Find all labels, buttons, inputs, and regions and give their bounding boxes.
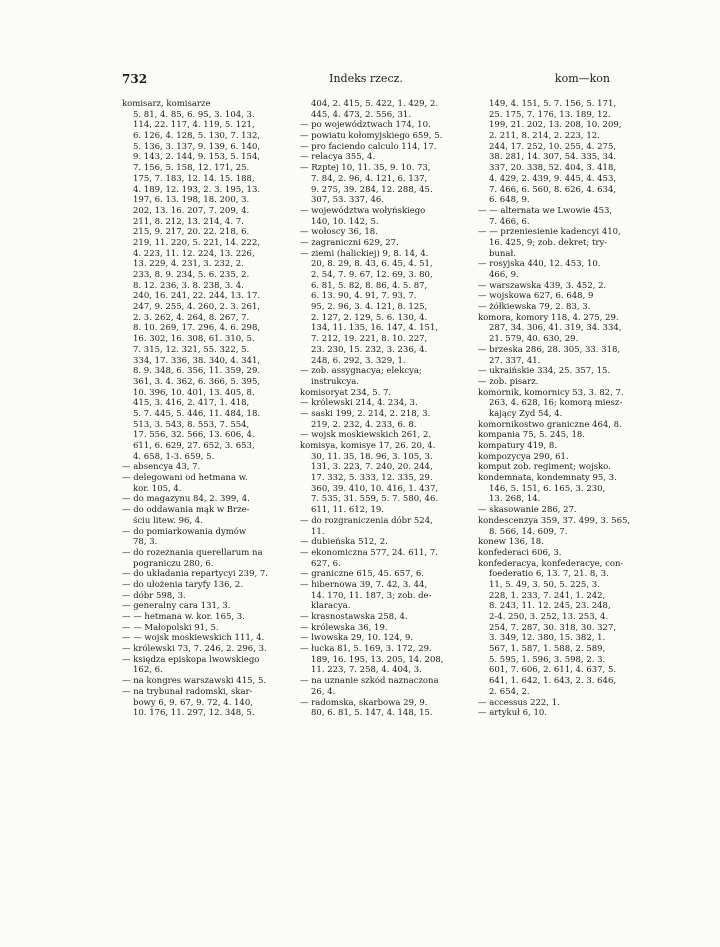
index-entry-head: komisya, komisye 17, 26. 20, 4. (300, 441, 436, 451)
index-line: — dóbr 598, 3. (122, 590, 186, 601)
index-line: 8. 10. 269, 17. 296, 4. 6. 298, (133, 323, 261, 334)
index-line: bunał. (489, 248, 516, 259)
index-line: 219, 2. 232, 4. 233, 6. 8. (311, 419, 417, 430)
index-line: 8. 243, 11. 12. 245, 23. 248, (489, 601, 611, 612)
index-line: 17. 332, 5. 333, 12. 335, 29. (311, 473, 433, 484)
index-line: 601, 7. 606, 2. 611, 4. 637, 5. (489, 665, 617, 676)
index-line: — po województwach 174, 10. (300, 120, 431, 131)
index-line: 16. 302, 16. 308, 61. 310, 5. (133, 334, 255, 345)
page-header (122, 72, 610, 88)
index-line: 134, 11. 135, 16. 147, 4. 151, (311, 323, 439, 334)
index-line: — saski 199, 2. 214, 2. 218, 3. (300, 408, 431, 419)
index-line: 114, 22. 117, 4. 119, 5. 121, (133, 120, 255, 131)
index-line: — — wojsk moskiewskich 111, 4. (122, 633, 265, 644)
index-line: 21. 579, 40. 630, 29. (489, 334, 579, 345)
index-line: 2. 54, 7. 9. 67, 12. 69, 3. 80, (311, 270, 433, 280)
index-line: 199, 21. 202, 13. 208, 10. 209, (489, 120, 622, 131)
page-title: Indeks rzecz. (329, 72, 403, 85)
index-line: 9. 275, 39. 284, 12. 288, 45. (311, 184, 433, 195)
index-line: — na uznanie szkód naznaczona (300, 676, 439, 687)
index-line: 445, 4. 473, 2. 556, 31. (311, 109, 412, 120)
index-line: — pro faciendo calculo 114, 17. (300, 141, 437, 152)
index-line: 4. 223, 11. 12. 224, 13. 226, (133, 248, 255, 259)
index-line: 7. 156, 5. 158, 12. 171, 25. (133, 163, 250, 174)
index-entry-head: komornikostwo graniczne 464, 8. (478, 419, 622, 430)
index-line: bowy 6, 9. 67, 9. 72, 4. 140, (133, 697, 253, 708)
index-line: 149, 4. 151, 5. 7. 156, 5. 171, (489, 99, 617, 109)
index-line: 627, 6. (311, 558, 341, 569)
index-line: 5. 81, 4. 85, 6. 95, 3. 104, 3. (133, 109, 255, 120)
index-line: foederatio 6, 13. 7, 21. 8, 3. (489, 569, 609, 580)
index-line: — — przeniesienie kadencyi 410, (478, 227, 621, 238)
index-line: 26, 4. (311, 686, 336, 697)
index-entry-head: komornik, komornicy 53, 3. 82, 7. (478, 387, 624, 398)
index-line: 287, 34. 306, 41. 319, 34. 334, (489, 323, 622, 334)
index-line: 25. 175, 7. 176, 13. 189, 12. (489, 109, 611, 120)
index-line: 4. 658, 1-3. 659, 5. (133, 451, 215, 462)
index-line: — do pomiarkowania dymów (122, 526, 247, 537)
index-line: 7. 212, 19. 221, 8. 10. 227, (311, 334, 428, 345)
index-line: kający Żyd 54, 4. (489, 408, 563, 419)
index-column-3 (478, 99, 638, 719)
index-line: 567, 1. 587, 1. 588, 2. 589, (489, 644, 606, 655)
index-line: 228, 1. 233, 7. 241, 1. 242, (489, 590, 606, 601)
index-line: 16. 425, 9; zob. dekret; try- (489, 237, 608, 248)
index-line: 13. 268, 14. (489, 494, 541, 505)
index-entry-head: komisoryat 234, 5. 7. (300, 387, 392, 398)
index-line: 233, 8. 9. 234, 5. 6. 235, 2. (133, 270, 250, 280)
index-line: 6. 13. 90, 4. 91, 7. 93, 7. (311, 291, 417, 302)
index-line: 7. 84, 2. 96, 4. 121, 6. 137, (311, 173, 428, 184)
index-line: 162, 6. (133, 665, 163, 676)
index-line: — królewski 73, 7. 246, 2. 296, 3. (122, 644, 267, 655)
index-line: 248, 6. 292, 3. 329, 1. (311, 355, 406, 366)
index-line: 2-4. 250, 3. 252, 13. 253, 4. (489, 612, 609, 622)
index-line: 78, 3. (133, 537, 158, 548)
index-line: — księdza episkopa lwowskiego (122, 654, 260, 665)
index-line: 4. 189, 12. 193, 2. 3. 195, 13. (133, 184, 261, 195)
index-entry-head: komput zob. regiment; wojsko. (478, 462, 611, 473)
index-entry-head: kompatury 419, 8. (478, 441, 558, 451)
index-entry-head: konfederaci 606, 3. (478, 547, 562, 558)
index-line: — lwowska 29, 10. 124, 9. (300, 633, 414, 644)
index-line: — skasowanie 286, 27. (478, 505, 577, 516)
index-line: 11. (311, 526, 325, 537)
index-line: 11, 5. 49, 3. 50, 5. 225, 3. (489, 579, 600, 590)
index-line: — łucka 81, 5. 169, 3. 172, 29. (300, 644, 432, 655)
index-line: — — Małopolski 91, 5. (122, 622, 219, 633)
index-line: — brzeska 286, 28. 305, 33. 318, (478, 344, 621, 355)
index-line: — — hetmana w. kor. 165, 3. (122, 612, 245, 622)
index-line: — na trybunał radomski, skar- (122, 686, 253, 697)
index-line: 38. 281, 14. 307, 54. 335, 34. (489, 152, 617, 163)
index-line: 240, 16. 241, 22. 244, 13. 17. (133, 291, 261, 302)
index-line: 80, 6. 81, 5. 147, 4. 148, 15. (311, 708, 433, 719)
index-line: 7. 466, 6. (489, 216, 530, 227)
index-line: 5. 136, 3. 137, 9. 139, 6. 140, (133, 141, 261, 152)
index-line: — generalny cara 131, 3. (122, 601, 231, 612)
index-line: — województwa wołyńskiego (300, 205, 426, 216)
index-line: 337, 20. 338, 52. 404, 3. 418, (489, 163, 617, 174)
index-line: — zob. pisarz. (478, 376, 539, 387)
index-line: 27. 337, 41. (489, 355, 541, 366)
index-line: — ekonomiczna 577, 24. 611, 7. (300, 547, 438, 558)
index-line: — relacya 355, 4. (300, 152, 376, 163)
index-line: 211, 8. 212, 13. 214, 4. 7. (133, 216, 244, 227)
index-line: — graniczne 615, 45. 657, 6. (300, 569, 424, 580)
index-line: 197, 6. 13. 198, 18. 200, 3. (133, 195, 250, 206)
index-line: 2. 654, 2. (489, 686, 530, 697)
index-line: 30, 11. 35, 18. 96, 3. 105, 3. (311, 451, 433, 462)
index-line: 7. 315, 12. 321, 55. 322, 5. (133, 344, 250, 355)
index-line: — ziemi (halickiej) 9, 8. 14, 4. (300, 248, 429, 259)
index-line: instrukcya. (311, 376, 359, 387)
index-line: 611, 11. 612, 19. (311, 505, 384, 516)
index-line: 131, 3. 223, 7. 240, 20. 244, (311, 462, 433, 473)
index-line: 6. 126, 4. 128, 5. 130, 7. 132, (133, 131, 261, 142)
index-line: 8. 9. 348, 6. 356, 11. 359, 29. (133, 366, 261, 377)
index-line: 244, 17. 252, 10. 255, 4. 275, (489, 141, 617, 152)
index-line: 14. 170, 11. 187, 3; zob. de- (311, 590, 432, 601)
index-line: — zagraniczni 629, 27. (300, 237, 399, 248)
index-line: — rosyjska 440, 12. 453, 10. (478, 259, 601, 270)
index-line: — do rozgraniczenia dóbr 524, (300, 515, 433, 526)
index-line: 247, 9. 255, 4. 260, 2. 3. 261, (133, 302, 261, 313)
index-entry-head: kompozycya 290, 61. (478, 451, 569, 462)
index-line: 7. 535, 31. 559, 5. 7. 580, 46. (311, 494, 439, 505)
index-line: — Rzptej 10, 11. 35, 9. 10. 73, (300, 163, 431, 174)
index-line: 9. 143, 2. 144, 9. 153, 5. 154, (133, 152, 261, 163)
index-line: 415, 3. 416, 2. 417, 1. 418, (133, 398, 250, 409)
index-line: — żółkiewska 79, 2. 83, 3. (478, 302, 591, 313)
index-line: 219, 11. 220, 5. 221, 14. 222, (133, 237, 261, 248)
index-column-2 (300, 99, 460, 719)
index-line: 23. 230, 15. 232, 3. 236, 4. (311, 344, 428, 355)
index-line: — do układania repartycyi 239, 7. (122, 569, 268, 580)
index-line: pograniczu 280, 6. (133, 558, 214, 569)
index-line: 13. 229, 4. 231, 3. 232, 2. (133, 259, 244, 270)
index-line: 6. 81, 5. 82, 8. 86, 4. 5. 87, (311, 280, 428, 291)
index-line: 641, 1. 642, 1. 643, 2. 3. 646, (489, 676, 617, 687)
index-line: 2. 127, 2. 129, 5. 6. 130, 4. (311, 312, 428, 323)
index-line: — warszawska 439, 3. 452, 2. (478, 280, 607, 291)
index-line: kor. 105, 4. (133, 483, 182, 494)
index-line: 20, 8. 29, 8. 43, 6. 45, 4. 51, (311, 259, 433, 270)
index-line: 2. 3. 262, 4. 264, 8. 267, 7. (133, 312, 250, 323)
index-line: 263, 4. 628, 16; komorą miesz- (489, 398, 623, 409)
index-line: — zob. assygnacya; elekcya; (300, 366, 422, 377)
index-line: 466, 9. (489, 270, 519, 280)
index-line: 611, 6. 629, 27. 652, 3. 653, (133, 441, 255, 451)
index-line: — artykuł 6, 10. (478, 708, 547, 719)
index-line: klaracya. (311, 601, 351, 612)
index-line: 2. 211, 8. 214, 2. 223, 12. (489, 131, 600, 142)
index-line: — na kongres warszawski 415, 5. (122, 676, 267, 687)
index-line: — wołoscy 36, 18. (300, 227, 378, 238)
index-line: — wojskowa 627, 6. 648, 9 (478, 291, 594, 302)
index-line: 8. 12. 236, 3. 8. 238, 3. 4. (133, 280, 244, 291)
index-line: 8. 566, 14. 609, 7. (489, 526, 568, 537)
index-line: — — alternata we Lwowie 453, (478, 205, 613, 216)
index-line: 146, 5. 151, 6. 165, 3. 230, (489, 483, 606, 494)
index-column-1 (122, 99, 282, 719)
index-line: — delegowani od hetmana w. (122, 473, 248, 484)
index-entry-head: komisarz, komisarze (122, 99, 211, 109)
index-line: — radomska, skarbowa 29, 9. (300, 697, 428, 708)
index-line: 11. 223, 7. 258, 4. 404, 3. (311, 665, 422, 676)
index-entry-head: kondescenzya 359, 37. 499, 3. 565, (478, 515, 631, 526)
index-line: — do oddawania mąk w Brze- (122, 505, 250, 516)
index-line: 360, 39. 410, 10. 416, 1. 437, (311, 483, 439, 494)
index-line: — ukraińskie 334, 25. 357, 15. (478, 366, 611, 377)
index-line: 404, 2. 415, 5. 422, 1. 429, 2. (311, 99, 439, 109)
index-line: 202, 13. 16. 207, 7. 209, 4. (133, 205, 250, 216)
index-line: 5. 7. 445, 5. 446, 11. 484, 18. (133, 408, 261, 419)
index-line: — wojsk moskiewskich 261, 2. (300, 430, 432, 441)
index-line: — królewski 214, 4. 234, 3. (300, 398, 418, 409)
index-line: — accessus 222, 1. (478, 697, 560, 708)
index-line: 361, 3. 4. 362, 6. 366, 5. 395, (133, 376, 261, 387)
index-line: 189, 16. 195, 13. 205, 14. 208, (311, 654, 444, 665)
index-line: 140, 10. 142, 5. (311, 216, 379, 227)
index-line: 307, 53. 337, 46. (311, 195, 384, 206)
index-line: 3. 349, 12. 380, 15. 382, 1. (489, 633, 606, 644)
entry-range: kom—kon (554, 72, 610, 85)
index-line: 7. 466, 6. 560, 8. 626, 4. 634, (489, 184, 617, 195)
index-line: — hibernowa 39, 7. 42, 3. 44, (300, 579, 428, 590)
index-line: — dubieńska 512, 2. (300, 537, 388, 548)
index-line: 4. 429, 2. 439, 9. 445, 4. 453, (489, 173, 617, 184)
index-line: 6. 648, 9. (489, 195, 530, 206)
index-line: — powiatu kołomyjskiego 659, 5. (300, 131, 443, 142)
index-line: — do ułożenia taryfy 136, 2. (122, 579, 244, 590)
index-line: — do magazynu 84, 2. 399, 4. (122, 494, 250, 505)
index-line: 513, 3. 543, 8. 553, 7. 554, (133, 419, 250, 430)
index-entry-head: konew 136, 18. (478, 537, 544, 548)
index-line: 5. 595, 1. 596, 3. 598, 2. 3. (489, 654, 606, 665)
page-number: 732 (122, 72, 148, 86)
index-line: 175, 7. 183, 12. 14. 15. 188, (133, 173, 255, 184)
index-line: — krasnostawska 258, 4. (300, 612, 408, 622)
index-entry-head: konfederacya, konfederacye, con- (478, 558, 624, 569)
index-line: 10. 396, 10. 401, 13. 405, 8. (133, 387, 255, 398)
index-line: ściu litew. 96, 4. (133, 515, 203, 526)
index-line: 10. 176, 11. 297, 12. 348, 5. (133, 708, 255, 719)
index-line: 254, 7. 287, 30. 318, 30. 327, (489, 622, 617, 633)
index-line: — do rozeznania querellarum na (122, 547, 263, 558)
index-entry-head: kompania 75, 5. 245, 18. (478, 430, 585, 441)
index-line: 95, 2. 96, 3. 4. 121, 8. 125, (311, 302, 428, 313)
index-line: — absencya 43, 7. (122, 462, 201, 473)
index-entry-head: komora, komory 118, 4. 275, 29. (478, 312, 619, 323)
index-line: 334, 17. 336, 38. 340, 4. 341, (133, 355, 261, 366)
index-line: 215, 9. 217, 20. 22. 218, 6. (133, 227, 250, 238)
index-line: 17. 556, 32. 566, 13. 606, 4. (133, 430, 255, 441)
index-line: — królewska 36, 19. (300, 622, 388, 633)
index-entry-head: kondemnata, kondemnaty 95, 3. (478, 473, 617, 484)
